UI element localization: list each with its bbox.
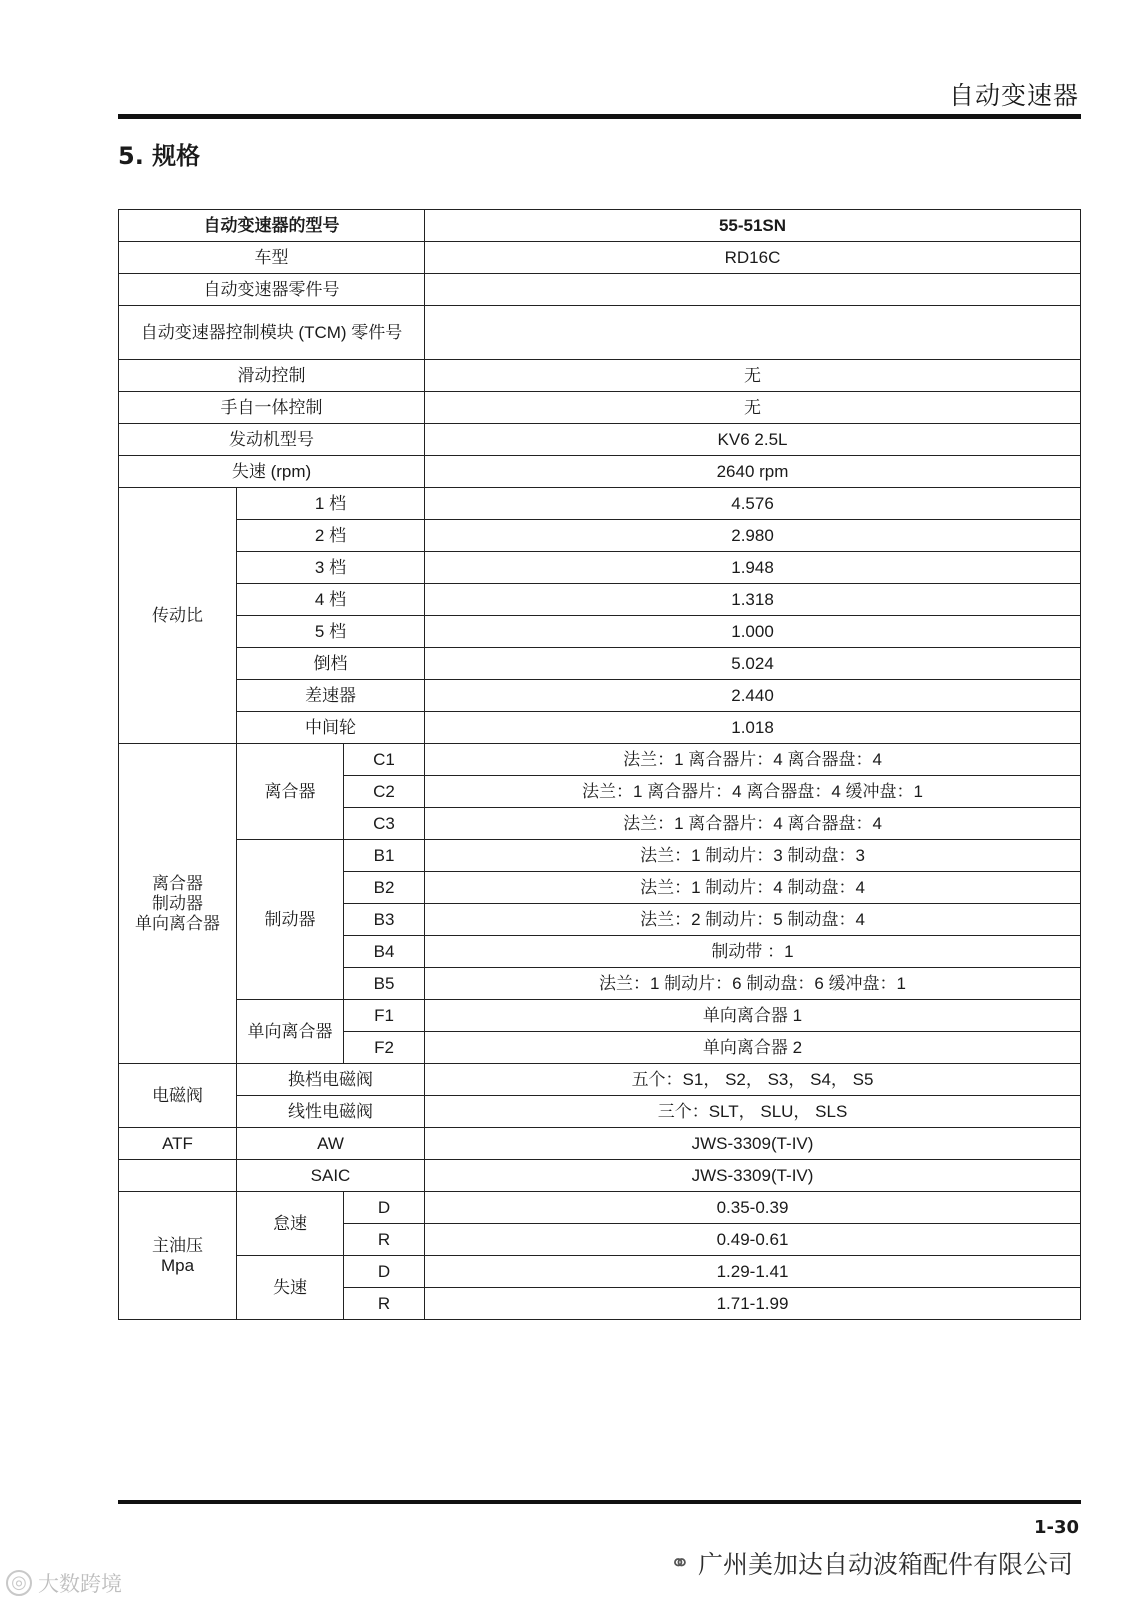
element-value: 单向离合器 1 [425,1000,1081,1032]
element-value: 法兰：1 制动片：3 制动盘：3 [425,840,1081,872]
table-row [119,424,1081,456]
table-row [119,744,1081,776]
table-row [119,1064,1081,1096]
ratio-value: 1.948 [425,552,1081,584]
brake-label: 制动器 [237,840,344,1000]
clutch-group-label: 离合器 制动器 单向离合器 [119,744,237,1064]
table-row [119,274,1081,306]
watermark-text: 广州美加达自动波箱配件有限公司 [697,1550,1073,1579]
spec-table [118,209,1081,1320]
ratio-label: 3 档 [237,552,425,584]
element-code: F1 [344,1000,425,1032]
vehicle-value: RD16C [425,242,1081,274]
ratio-label: 倒档 [237,648,425,680]
tcm-label: 自动变速器控制模块 (TCM) 零件号 [119,306,425,360]
pressure-code: D [344,1256,425,1288]
element-code: C3 [344,808,425,840]
solenoid-label: 换档电磁阀 [237,1064,425,1096]
table-row [119,1128,1081,1160]
wechat-watermark [670,1545,1073,1581]
slip-label: 滑动控制 [119,360,425,392]
table-row [119,306,1081,360]
ratio-value: 1.000 [425,616,1081,648]
ratio-label: 1 档 [237,488,425,520]
footer-rule [118,1500,1081,1504]
part-no-label: 自动变速器零件号 [119,274,425,306]
element-code: B3 [344,904,425,936]
element-value: 法兰：1 制动片：4 制动盘：4 [425,872,1081,904]
pressure-group-label: 主油压 Mpa [119,1192,237,1320]
element-code: C1 [344,744,425,776]
table-row [119,242,1081,274]
manual-value: 无 [425,392,1081,424]
ratio-value: 2.980 [425,520,1081,552]
element-value: 法兰：2 制动片：5 制动盘：4 [425,904,1081,936]
table-row [119,1192,1081,1224]
table-row [119,1000,1081,1032]
engine-label: 发动机型号 [119,424,425,456]
atf-value: JWS-3309(T-IV) [425,1128,1081,1160]
pressure-code: R [344,1288,425,1320]
model-value: 55-51SN [425,210,1081,242]
atf-group-empty [119,1160,237,1192]
pressure-value: 1.29-1.41 [425,1256,1081,1288]
table-row [119,456,1081,488]
element-value: 单向离合器 2 [425,1032,1081,1064]
atf-group-label: ATF [119,1128,237,1160]
solenoid-value: 五个：S1， S2， S3， S4， S5 [425,1064,1081,1096]
pressure-value: 0.49-0.61 [425,1224,1081,1256]
element-code: B5 [344,968,425,1000]
ratio-label: 中间轮 [237,712,425,744]
element-value: 法兰：1 离合器片：4 离合器盘：4 [425,808,1081,840]
element-code: F2 [344,1032,425,1064]
solenoid-label: 线性电磁阀 [237,1096,425,1128]
wechat-icon: ⚭ [669,1549,690,1577]
stall-value: 2640 rpm [425,456,1081,488]
oneway-label: 单向离合器 [237,1000,344,1064]
element-value: 法兰：1 离合器片：4 离合器盘：4 缓冲盘：1 [425,776,1081,808]
manual-label: 手自一体控制 [119,392,425,424]
ratio-label: 2 档 [237,520,425,552]
table-row [119,360,1081,392]
vehicle-label: 车型 [119,242,425,274]
table-row [119,488,1081,520]
corner-watermark-text: 大数跨境 [38,1572,122,1596]
table-row [119,392,1081,424]
element-code: B1 [344,840,425,872]
stall-label: 失速 (rpm) [119,456,425,488]
table-row [119,840,1081,872]
ratio-value: 1.018 [425,712,1081,744]
pressure-code: D [344,1192,425,1224]
ratio-group-label: 传动比 [119,488,237,744]
ratio-label: 差速器 [237,680,425,712]
table-row [119,648,1081,680]
stall-pressure-label: 失速 [237,1256,344,1320]
section-title: 5. 规格 [118,142,201,170]
solenoid-group-label: 电磁阀 [119,1064,237,1128]
part-no-value [425,274,1081,306]
pressure-code: R [344,1224,425,1256]
element-value: 法兰：1 离合器片：4 离合器盘：4 [425,744,1081,776]
ratio-value: 1.318 [425,584,1081,616]
atf-label: AW [237,1128,425,1160]
table-row [119,1096,1081,1128]
solenoid-value: 三个：SLT， SLU， SLS [425,1096,1081,1128]
corner-watermark [6,1568,122,1598]
idle-label: 怠速 [237,1192,344,1256]
pressure-value: 1.71-1.99 [425,1288,1081,1320]
slip-value: 无 [425,360,1081,392]
element-code: C2 [344,776,425,808]
ratio-value: 2.440 [425,680,1081,712]
ratio-label: 5 档 [237,616,425,648]
ratio-value: 4.576 [425,488,1081,520]
header-rule [118,114,1081,119]
table-row [119,1256,1081,1288]
table-row [119,616,1081,648]
table-row [119,1160,1081,1192]
table-row [119,680,1081,712]
table-row [119,584,1081,616]
element-value: 制动带 ：1 [425,936,1081,968]
logo-icon: ◎ [6,1570,32,1596]
atf-value: JWS-3309(T-IV) [425,1160,1081,1192]
model-label: 自动变速器的型号 [119,210,425,242]
tcm-value [425,306,1081,360]
element-value: 法兰：1 制动片：6 制动盘：6 缓冲盘：1 [425,968,1081,1000]
clutch-label: 离合器 [237,744,344,840]
atf-label: SAIC [237,1160,425,1192]
engine-value: KV6 2.5L [425,424,1081,456]
running-header: 自动变速器 [948,81,1079,110]
table-row [119,712,1081,744]
table-row [119,210,1081,242]
ratio-label: 4 档 [237,584,425,616]
table-row [119,552,1081,584]
page-number: 1-30 [1033,1517,1079,1538]
ratio-value: 5.024 [425,648,1081,680]
table-row [119,520,1081,552]
pressure-value: 0.35-0.39 [425,1192,1081,1224]
element-code: B2 [344,872,425,904]
element-code: B4 [344,936,425,968]
